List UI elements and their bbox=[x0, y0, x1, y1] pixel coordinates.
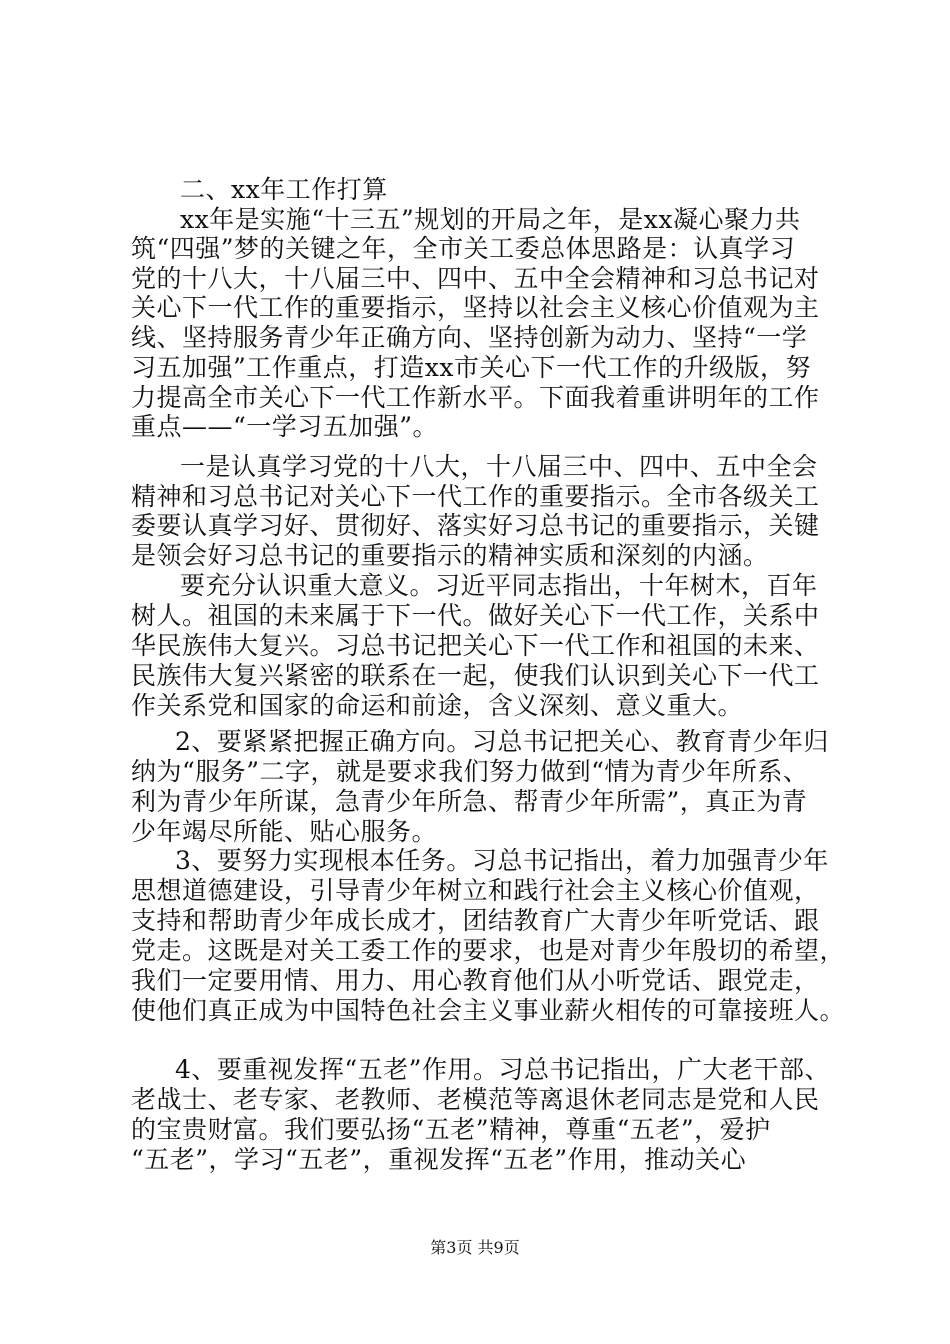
paragraph-line: 使他们真正成为中国特色社会主义事业薪火相传的可靠接班人。 bbox=[131, 996, 846, 1025]
paragraph-line: 华民族伟大复兴。习总书记把关心下一代工作和祖国的未来、 bbox=[131, 631, 820, 660]
paragraph-line: 重点——“一学习五加强”。 bbox=[131, 412, 439, 441]
paragraph-line: 思想道德建设，引导青少年树立和践行社会主义核心价值观， bbox=[131, 876, 820, 905]
paragraph-line: 作关系党和国家的命运和前途，含义深刻、意义重大。 bbox=[131, 691, 744, 720]
paragraph-line: 是领会好习总书记的重要指示的精神实质和深刻的内涵。 bbox=[131, 541, 769, 570]
paragraph-line: 利为青少年所谋，急青少年所急、帮青少年所需”，真正为青 bbox=[131, 787, 808, 816]
paragraph-line: 线、坚持服务青少年正确方向、坚持创新为动力、坚持“一学 bbox=[131, 323, 808, 352]
paragraph-line: 党走。这既是对关工委工作的要求，也是对青少年殷切的希望， bbox=[131, 936, 846, 965]
paragraph-line: 少年竭尽所能、贴心服务。 bbox=[131, 817, 438, 846]
paragraph-line: xx年是实施“十三五”规划的开局之年，是xx凝心聚力共 bbox=[180, 205, 801, 234]
paragraph-line: 我们一定要用情、用力、用心教育他们从小听党话、跟党走， bbox=[131, 966, 820, 995]
paragraph-line: 的宝贵财富。我们要弘扬“五老”精神，尊重“五老”，爱护 bbox=[131, 1115, 771, 1144]
paragraph-line: 党的十八大，十八届三中、四中、五中全会精神和习总书记对 bbox=[131, 264, 820, 293]
paragraph-line: 民族伟大复兴紧密的联系在一起，使我们认识到关心下一代工 bbox=[131, 661, 820, 690]
paragraph-line: 树人。祖国的未来属于下一代。做好关心下一代工作，关系中 bbox=[131, 601, 820, 630]
paragraph-line: 要充分认识重大意义。习近平同志指出，十年树木，百年 bbox=[180, 571, 818, 600]
paragraph-line: 精神和习总书记对关心下一代工作的重要指示。全市各级关工 bbox=[131, 482, 820, 511]
page-number-footer: 第3页 共9页 bbox=[430, 1238, 520, 1257]
paragraph-line: 2、要紧紧把握正确方向。习总书记把关心、教育青少年归 bbox=[175, 727, 829, 756]
paragraph-line: 筑“四强”梦的关键之年，全市关工委总体思路是：认真学习 bbox=[131, 234, 796, 263]
paragraph-line: 习五加强”工作重点，打造xx市关心下一代工作的升级版，努 bbox=[131, 353, 811, 382]
paragraph-line: 关心下一代工作的重要指示，坚持以社会主义核心价值观为主 bbox=[131, 293, 820, 322]
section-heading: 二、xx年工作打算 bbox=[180, 175, 388, 204]
paragraph-line: 老战士、老专家、老教师、老模范等离退休老同志是党和人民 bbox=[131, 1085, 820, 1114]
paragraph-line: 3、要努力实现根本任务。习总书记指出，着力加强青少年 bbox=[175, 846, 829, 875]
paragraph-line: 4、要重视发挥“五老”作用。习总书记指出，广大老干部、 bbox=[175, 1055, 830, 1084]
paragraph-line: 支持和帮助青少年成长成才，团结教育广大青少年听党话、跟 bbox=[131, 906, 820, 935]
paragraph-line: 纳为“服务”二字，就是要求我们努力做到“情为青少年所系、 bbox=[131, 757, 809, 786]
paragraph-line: 一是认真学习党的十八大，十八届三中、四中、五中全会 bbox=[180, 452, 818, 481]
paragraph-line: 委要认真学习好、贯彻好、落实好习总书记的重要指示，关键 bbox=[131, 511, 820, 540]
paragraph-line: “五老”，学习“五老”，重视发挥“五老”作用，推动关心 bbox=[131, 1145, 747, 1174]
paragraph-line: 力提高全市关心下一代工作新水平。下面我着重讲明年的工作 bbox=[131, 383, 820, 412]
